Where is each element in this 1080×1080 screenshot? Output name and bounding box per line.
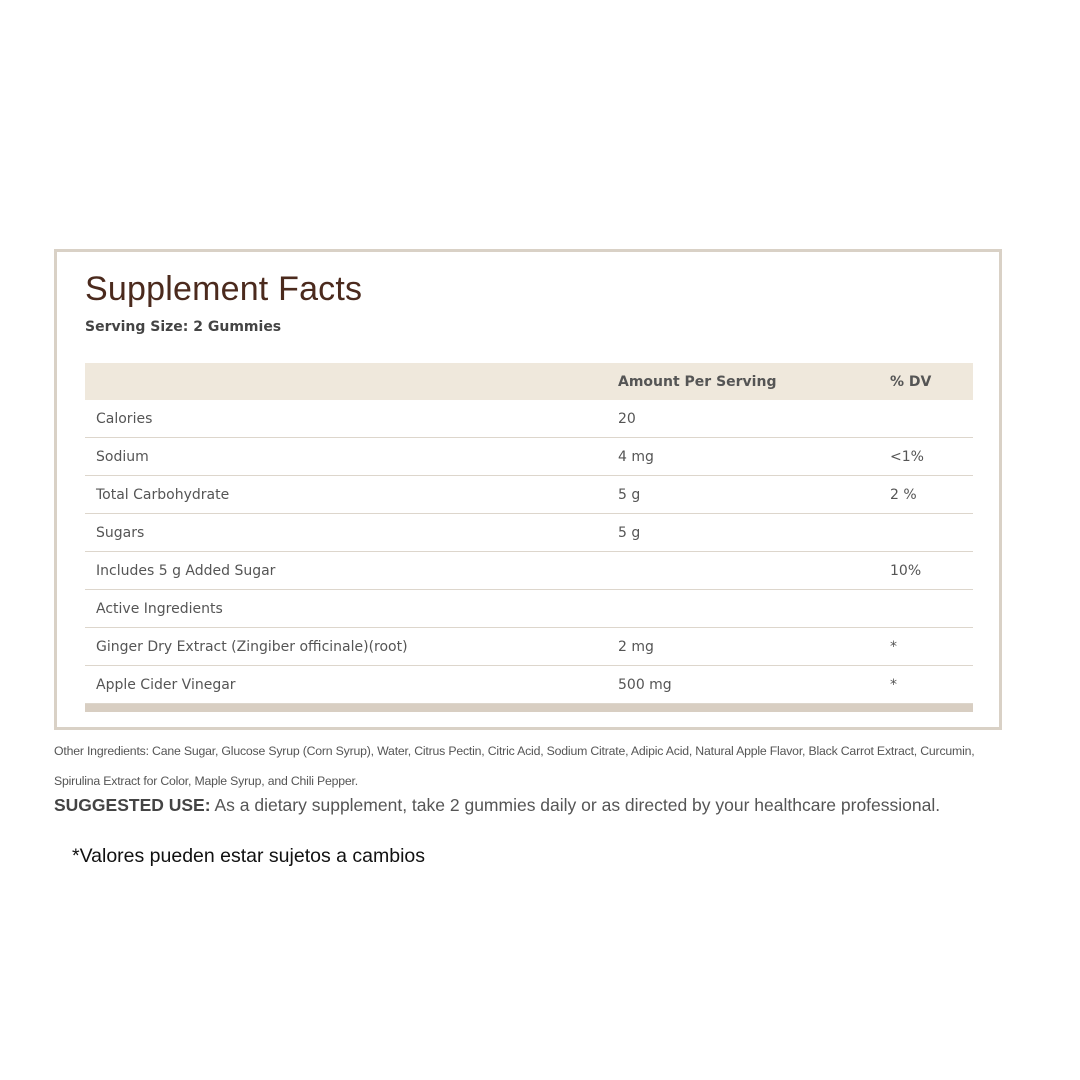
nutrient-name: Total Carbohydrate — [96, 486, 230, 503]
table-row — [85, 590, 973, 628]
disclaimer-note: *Valores pueden estar sujetos a cambios — [72, 845, 426, 867]
nutrient-name: Calories — [96, 410, 153, 427]
table-row — [85, 628, 973, 666]
serving-size: Serving Size: 2 Gummies — [85, 319, 282, 335]
amount: 5 g — [618, 486, 641, 503]
table-row — [85, 400, 973, 438]
amount: 4 mg — [618, 448, 654, 465]
daily-value: <1% — [890, 448, 924, 465]
suggested-use-label: SUGGESTED USE: — [54, 795, 211, 815]
nutrient-name: Sodium — [96, 448, 149, 465]
daily-value: * — [890, 638, 897, 655]
table-bottom-bar — [85, 704, 973, 712]
header-amount: Amount Per Serving — [618, 373, 777, 390]
nutrient-name: Apple Cider Vinegar — [96, 676, 236, 693]
daily-value: 10% — [890, 562, 922, 579]
table-row — [85, 438, 973, 476]
daily-value: 2 % — [890, 486, 917, 503]
panel-title: Supplement Facts — [85, 270, 363, 308]
nutrient-name: Sugars — [96, 524, 145, 541]
amount: 2 mg — [618, 638, 654, 655]
suggested-use-text: As a dietary supplement, take 2 gummies daily or as directed by your healthcare professional. — [210, 795, 941, 815]
supplement-facts-panel — [54, 249, 1002, 730]
header-dv: % DV — [890, 373, 932, 390]
table-row — [85, 476, 973, 514]
facts-table — [85, 363, 973, 712]
nutrient-name: Ginger Dry Extract (Zingiber officinale)(root) — [96, 638, 408, 655]
other-ingredients: Other Ingredients: Cane Sugar, Glucose Syrup (Corn Syrup), Water, Citrus Pectin, Citric Acid, Sodium Citrate, Adipic Acid, Natural Apple Flavor, Black Carrot Extract, Curcumin, Spirulina Extract for Color, Maple Syrup, and Chili Pepper. — [54, 744, 975, 788]
nutrient-name: Active Ingredients — [96, 600, 223, 617]
nutrient-name: Includes 5 g Added Sugar — [96, 562, 276, 579]
suggested-use — [54, 795, 940, 816]
table-row — [85, 552, 973, 590]
amount: 500 mg — [618, 676, 672, 693]
daily-value: * — [890, 676, 897, 693]
amount: 5 g — [618, 524, 641, 541]
table-row — [85, 514, 973, 552]
amount: 20 — [618, 410, 636, 427]
table-header — [85, 363, 973, 400]
table-row — [85, 666, 973, 704]
